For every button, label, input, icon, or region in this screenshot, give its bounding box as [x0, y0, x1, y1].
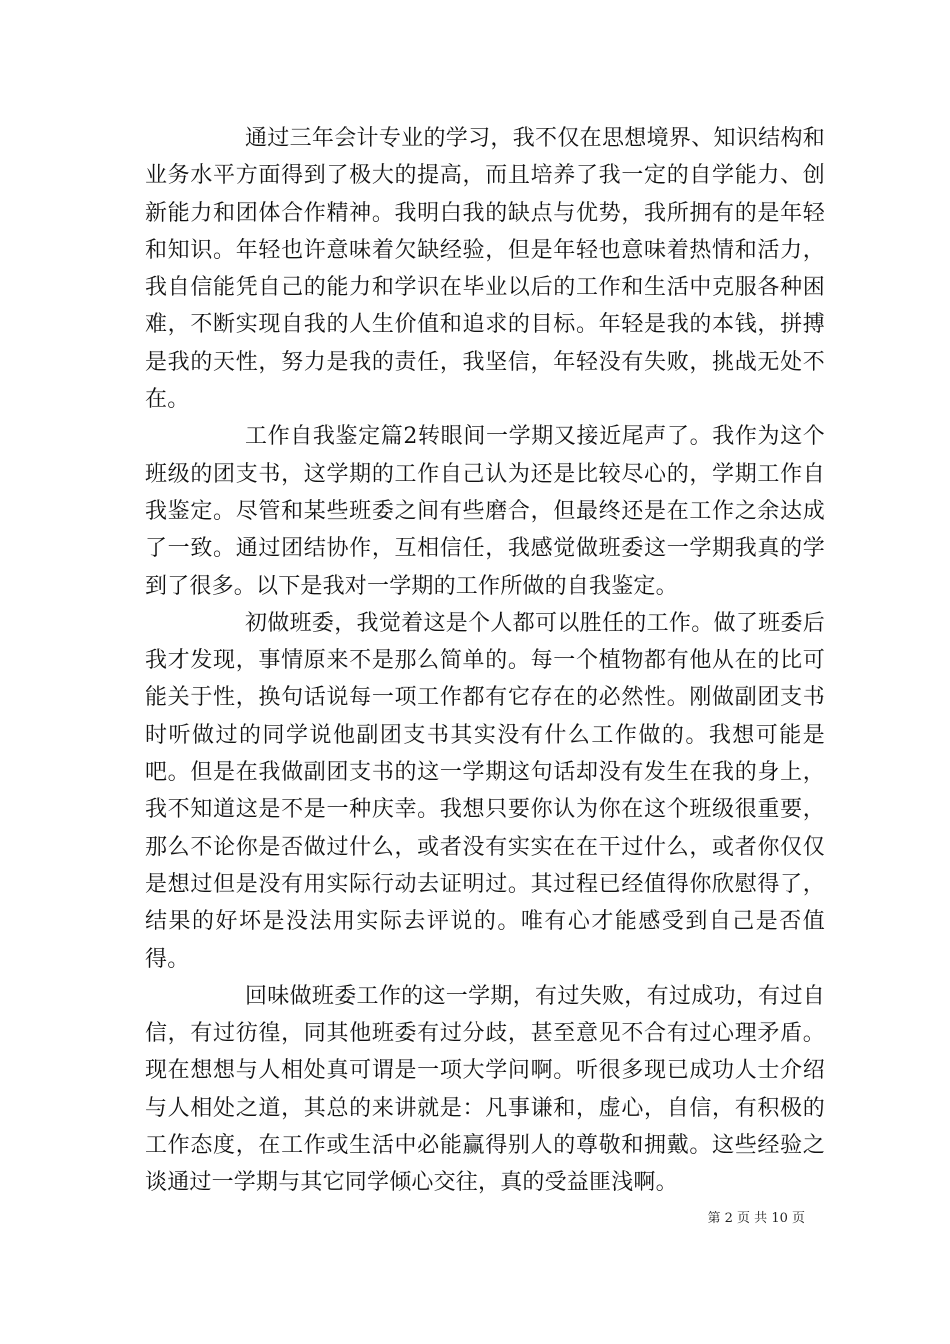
document-body	[145, 120, 825, 1202]
paragraph-2: 工作自我鉴定篇2转眼间一学期又接近尾声了。我作为这个班级的团支书，这学期的工作自己认为还是比较尽心的，学期工作自我鉴定。尽管和某些班委之间有些磨合，但最终还是在工作之余达成了一致。通过团结协作，互相信任，我感觉做班委这一学期我真的学到了很多。以下是我对一学期的工作所做的自我鉴定。	[145, 424, 825, 599]
paragraph-1: 通过三年会计专业的学习，我不仅在思想境界、知识结构和业务水平方面得到了极大的提高，而且培养了我一定的自学能力、创新能力和团体合作精神。我明白我的缺点与优势，我所拥有的是年轻和知识。年轻也许意味着欠缺经验，但是年轻也意味着热情和活力，我自信能凭自己的能力和学识在毕业以后的工作和生活中克服各种困难，不断实现自我的人生价值和追求的目标。年轻是我的本钱，拼搏是我的天性，努力是我的责任，我坚信，年轻没有失败，挑战无处不在。	[145, 126, 825, 413]
paragraph-3: 初做班委，我觉着这是个人都可以胜任的工作。做了班委后我才发现，事情原来不是那么简单的。每一个植物都有他从在的比可能关于性，换句话说每一项工作都有它存在的必然性。刚做副团支书时听做过的同学说他副团支书其实没有什么工作做的。我想可能是吧。但是在我做副团支书的这一学期这句话却没有发生在我的身上，我不知道这是不是一种庆幸。我想只要你认为你在这个班级很重要，那么不论你是否做过什么，或者没有实实在在干过什么，或者你仅仅是想过但是没有用实际行动去证明过。其过程已经值得你欣慰得了，结果的好坏是没法用实际去评说的。唯有心才能感受到自己是否值得。	[145, 610, 825, 972]
paragraph-4: 回味做班委工作的这一学期，有过失败，有过成功，有过自信，有过彷徨，同其他班委有过分歧，甚至意见不合有过心理矛盾。现在想想与人相处真可谓是一项大学问啊。听很多现已成功人士介绍与人相处之道，其总的来讲就是：凡事谦和，虚心，自信，有积极的工作态度，在工作或生活中必能赢得别人的尊敬和拥戴。这些经验之谈通过一学期与其它同学倾心交往，真的受益匪浅啊。	[145, 983, 825, 1196]
page-number-footer: 第 2 页 共 10 页	[707, 1211, 805, 1226]
